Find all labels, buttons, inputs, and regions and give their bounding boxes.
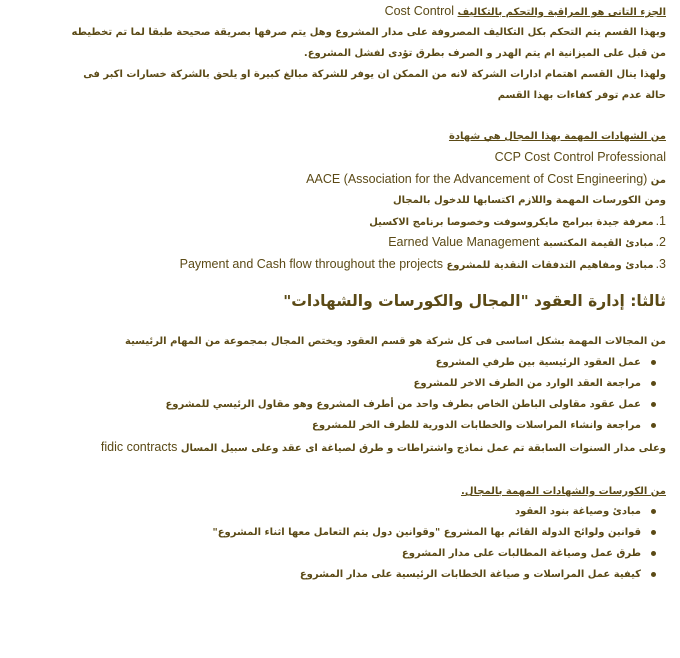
bullet-icon xyxy=(651,509,656,514)
section3-intro: من المجالات المهمة بشكل اساسى فى كل شركة هو قسم العقود ويختص المجال بمجموعة من المهام الرئيسية xyxy=(125,336,666,347)
course-bullet-item: مبادئ وصياغة بنود العقود xyxy=(515,506,656,517)
bullet-icon xyxy=(651,551,656,556)
section3-note-en: fidic contracts xyxy=(100,440,178,454)
bullet-icon xyxy=(651,360,656,365)
course-bullet-item: قوانين ولوائح الدولة القائم بها المشروع "وقوانين دول يتم التعامل معها اثناء المشروع" xyxy=(212,527,656,538)
section2-title xyxy=(385,4,666,18)
bullet-icon xyxy=(651,572,656,577)
section2-paragraph-line: حالة عدم توفر كفاءات بهذا القسم xyxy=(497,90,666,101)
bullet-icon xyxy=(651,530,656,535)
bullet-icon xyxy=(651,402,656,407)
certificate-org-prefix: من xyxy=(650,175,666,186)
section3-courses-heading: من الكورسات والشهادات المهمة بالمجال. xyxy=(461,486,666,497)
certificate-org xyxy=(306,172,666,186)
bullet-icon xyxy=(651,381,656,386)
section2-paragraph-line: وبهذا القسم يتم التحكم بكل التكاليف المصروفة على مدار المشروع وهل يتم صرفها بصريقة صحيحة طبقا لما تم تخطيطه xyxy=(71,27,666,38)
course-item: 2.مبادئ القيمة المكتسبة Earned Value Management xyxy=(388,235,666,249)
task-item: عمل عقود مقاولى الباطن الخاص بطرف واحد من أطرف المشروع وهو مقاول الرئيسي للمشروع xyxy=(165,399,656,410)
certificate-heading: من الشهادات المهمة بهذا المجال هي شهادة xyxy=(448,131,666,142)
course-bullet-item: طرق عمل وصياغة المطالبات على مدار المشروع xyxy=(402,548,656,559)
section3-heading: ثالثا: إدارة العقود "المجال والكورسات والشهادات" xyxy=(283,292,666,310)
bullet-icon xyxy=(651,423,656,428)
course-bullet-item: كيفية عمل المراسلات و صياغة الخطابات الرئيسية على مدار المشروع xyxy=(300,569,656,580)
section2-title-en: Cost Control xyxy=(384,4,455,18)
task-item: عمل العقود الرئيسية بين طرفي المشروع xyxy=(436,357,656,368)
certificate-name: CCP Cost Control Professional xyxy=(494,150,666,164)
certificate-org-name: AACE (Association for the Advancement of Cost Engineering) xyxy=(306,172,648,186)
course-item: 1.معرفة جيدة ببرامج مايكروسوفت وخصوصا برنامج الاكسيل xyxy=(369,214,666,228)
section2-paragraph-line: من قبل على الميزانية ام يتم الهدر و الصرف بطرق تؤدى لفشل المشروع. xyxy=(303,48,666,59)
section3-note-ar: وعلى مدار السنوات السابقة تم عمل نماذج واشتراطات و طرق لصياغة اى عقد وعلى سبيل المسال xyxy=(180,443,666,454)
task-item: مراجعة العقد الوارد من الطرف الاخر للمشروع xyxy=(414,378,656,389)
task-item: مراجعة وانشاء المراسلات والخطابات الدورية للطرف الخر للمشروع xyxy=(312,420,656,431)
course-item: 3.مبادئ ومفاهيم التدفقات النقدية للمشروع Payment and Cash flow throughout the projects xyxy=(179,257,666,271)
section2-title-ar: الجزء التانى هو المراقبة والتحكم بالتكاليف xyxy=(457,7,666,18)
section3-note xyxy=(101,440,666,454)
section2-paragraph-line: ولهذا ينال القسم اهتمام ادارات الشركة لانه من الممكن ان يوفر للشركة مبالغ كبيرة او يلحق بالشركة خسارات اكبر فى xyxy=(83,69,666,80)
courses-intro: ومن الكورسات المهمة واللازم اكتسابها للدخول بالمجال xyxy=(392,195,666,206)
